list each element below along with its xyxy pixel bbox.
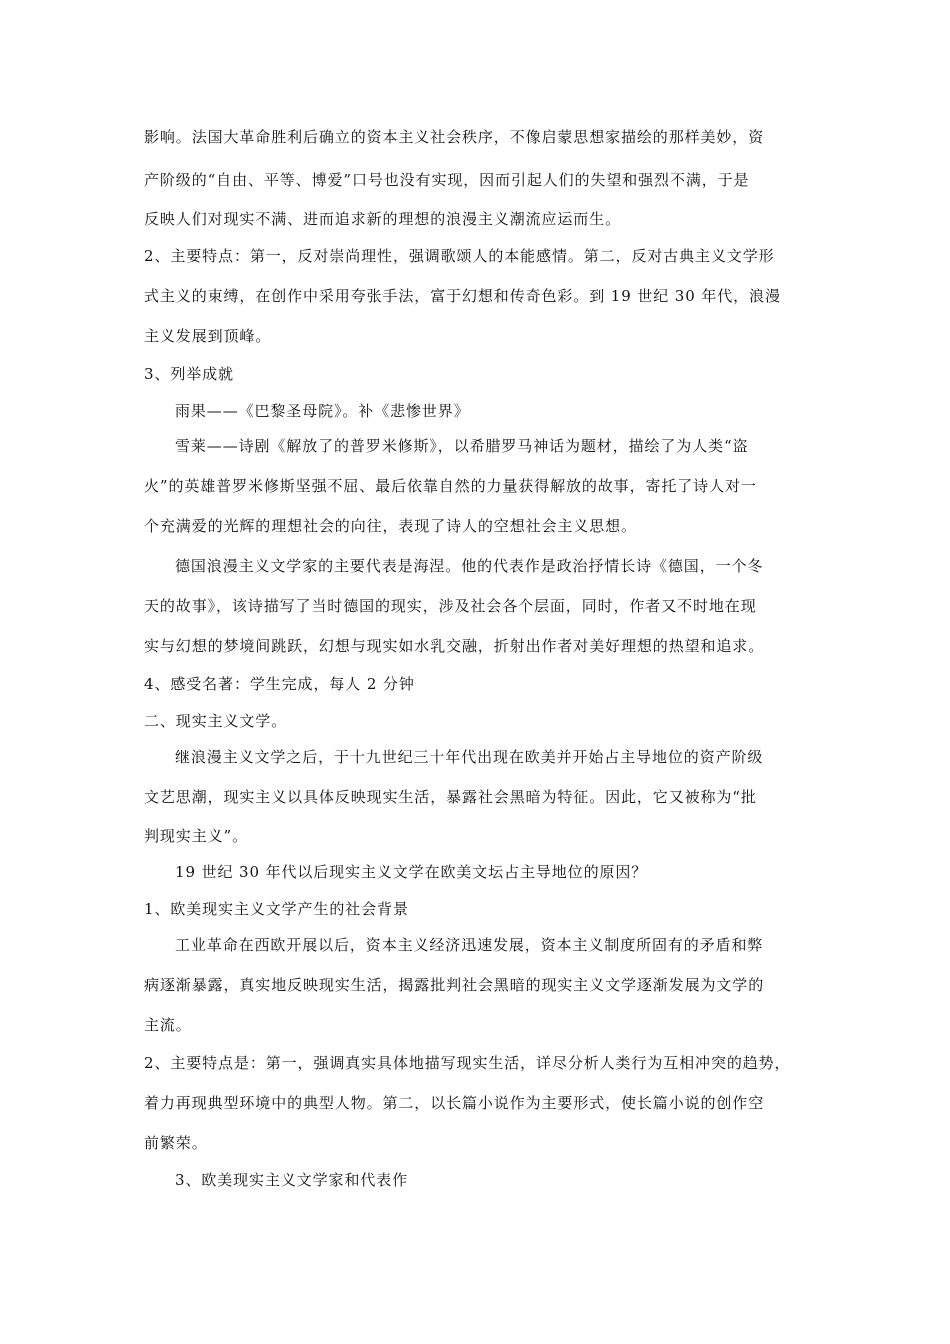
section-heading: 二、现实主义文学。 — [144, 712, 288, 730]
paragraph-line: 主流。 — [144, 1016, 192, 1034]
paragraph-line: 产阶级的“自由、平等、博爱”口号也没有实现，因而引起人们的失望和强烈不满，于是 — [144, 171, 750, 189]
paragraph-line: 个充满爱的光辉的理想社会的向往，表现了诗人的空想社会主义思想。 — [144, 517, 637, 535]
paragraph-line: 式主义的束缚，在创作中采用夸张手法，富于幻想和传奇色彩。到 19 世纪 30 年代，浪漫 — [144, 287, 781, 305]
paragraph-line: 主义发展到顶峰。 — [144, 327, 272, 345]
paragraph-line: 天的故事》，该诗描写了当时德国的现实，涉及社会各个层面，同时，作者又不时地在现 — [144, 597, 757, 615]
paragraph-line: 文艺思潮，现实主义以具体反映现实生活，暴露社会黑暗为特征。因此，它又被称为“批 — [144, 788, 757, 806]
paragraph-line: 前繁荣。 — [144, 1134, 208, 1152]
paragraph-line: 德国浪漫主义文学家的主要代表是海涅。他的代表作是政治抒情长诗《德国，一个冬 — [175, 557, 764, 575]
paragraph-line: 着力再现典型环境中的典型人物。第二，以长篇小说作为主要形式，使长篇小说的创作空 — [144, 1094, 765, 1112]
paragraph-line: 反映人们对现实不满、进而追求新的理想的浪漫主义潮流应运而生。 — [144, 210, 622, 228]
paragraph-line: 火”的英雄普罗米修斯坚强不屈、最后依靠自然的力量获得解放的故事，寄托了诗人对一 — [144, 477, 757, 495]
section-heading: 3、列举成就 — [144, 365, 234, 383]
section-heading: 2、主要特点：第一，反对崇尚理性，强调歌颂人的本能感情。第二，反对古典主义文学形 — [144, 247, 775, 265]
paragraph-line: 雪莱——诗剧《解放了的普罗米修斯》，以希腊罗马神话为题材，描绘了为人类“盗 — [175, 437, 749, 455]
paragraph-line: 实与幻想的梦境间跳跃，幻想与现实如水乳交融，折射出作者对美好理想的热望和追求。 — [144, 637, 765, 655]
paragraph-line: 雨果——《巴黎圣母院》。补《悲惨世界》 — [175, 402, 470, 420]
section-heading: 4、感受名著：学生完成，每人 2 分钟 — [144, 675, 415, 693]
section-heading: 2、主要特点是：第一，强调真实具体地描写现实生活，详尽分析人类行为互相冲突的趋势， — [144, 1054, 791, 1072]
paragraph-line: 19 世纪 30 年代以后现实主义文学在欧美文坛占主导地位的原因？ — [175, 863, 648, 881]
paragraph-line: 病逐渐暴露，真实地反映现实生活，揭露批判社会黑暗的现实主义文学逐渐发展为文学的 — [144, 976, 765, 994]
paragraph-line: 工业革命在西欧开展以后，资本主义经济迅速发展，资本主义制度所固有的矛盾和弊 — [175, 936, 764, 954]
section-heading: 1、欧美现实主义文学产生的社会背景 — [144, 900, 409, 918]
section-heading: 3、欧美现实主义文学家和代表作 — [175, 1171, 409, 1189]
paragraph-line: 影响。法国大革命胜利后确立的资本主义社会秩序，不像启蒙思想家描绘的那样美妙，资 — [144, 128, 765, 146]
paragraph-line: 继浪漫主义文学之后，于十九世纪三十年代出现在欧美并开始占主导地位的资产阶级 — [175, 748, 764, 766]
paragraph-line: 判现实主义”。 — [144, 827, 248, 845]
